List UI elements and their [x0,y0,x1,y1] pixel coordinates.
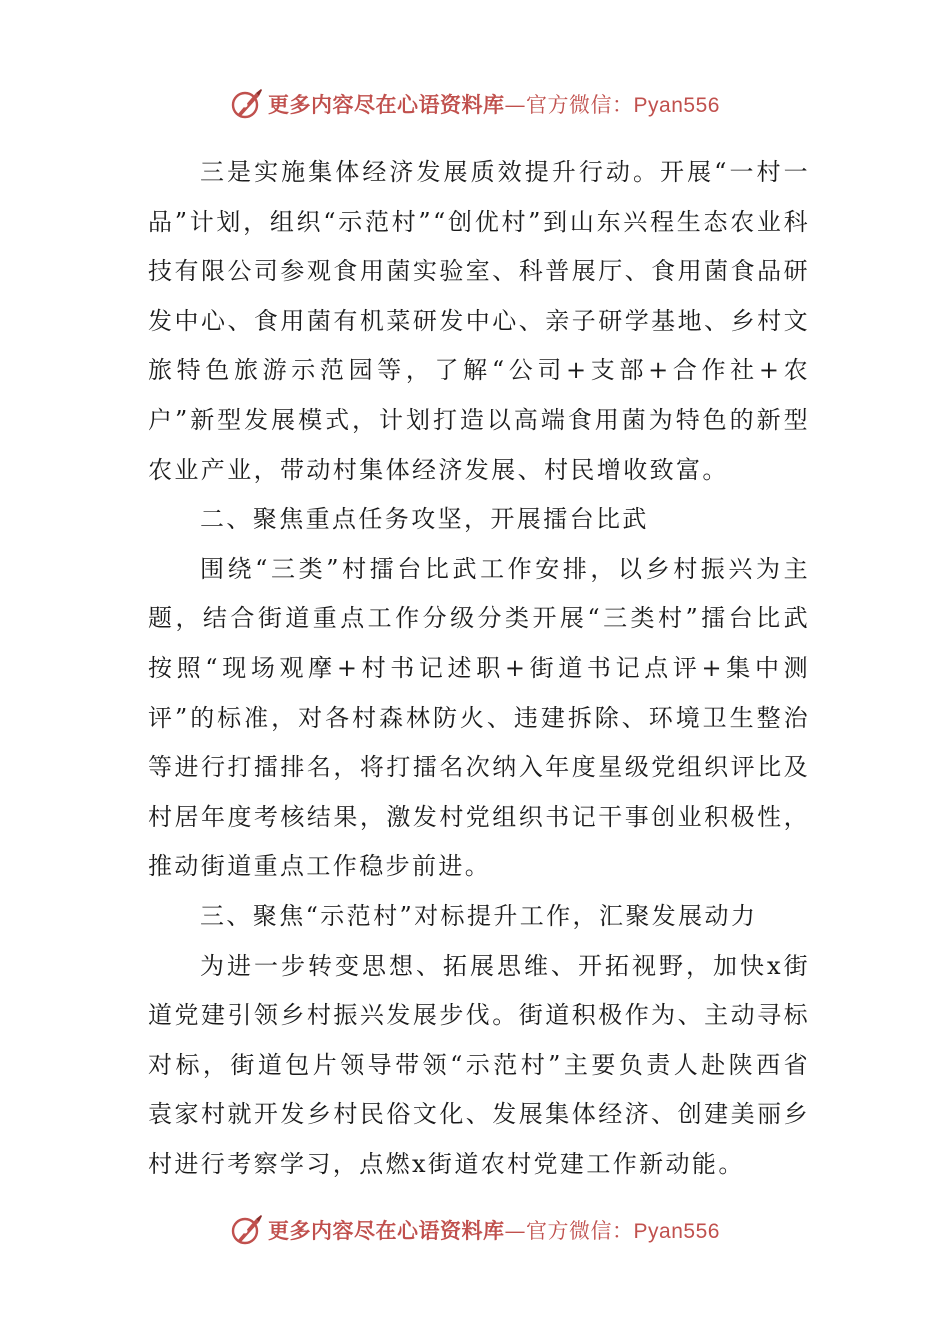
banner-text [268,89,720,119]
section-heading-2: 二、聚焦重点任务攻坚，开展擂台比武 [200,505,649,534]
banner-brand: 更多内容尽在心语资料库 [268,1218,505,1243]
banner-wechat-label: 官方微信： [526,1219,634,1243]
paragraph-2: 围绕“三类”村擂台比武工作安排，以乡村振兴为主题，结合街道重点工作分级分类开展“三类村”擂台比武按照“现场观摩+村书记述职+街道书记点评+集中测评”的标准，对各村森林防火、违建拆除、环境卫生整治等进行打擂排名，将打擂名次纳入年度星级党组织评比及村居年度考核结果，激发村党组织书记干事创业积极性，推动街道重点工作稳步前进。 [148,554,810,881]
banner-wechat-id: Pyan556 [633,94,720,117]
banner-dash: — [504,1219,527,1243]
header-banner [0,84,950,124]
pen-circle-logo-icon [230,87,264,121]
section-heading-3: 三、聚焦“示范村”对标提升工作，汇聚发展动力 [200,901,758,930]
pen-circle-logo-icon [230,1213,264,1247]
footer-banner [0,1210,950,1250]
paragraph-3: 为进一步转变思想、拓展思维、开拓视野，加快x街道党建引领乡村振兴发展步伐。街道积极作为、主动寻标对标，街道包片领导带领“示范村”主要负责人赴陕西省袁家村就开发乡村民俗文化、发展集体经济、创建美丽乡村进行考察学习，点燃x街道农村党建工作新动能。 [148,951,810,1178]
banner-dash: — [504,93,527,117]
banner-wechat-id: Pyan556 [633,1220,720,1243]
banner-brand: 更多内容尽在心语资料库 [268,92,505,117]
document-body [148,148,810,1189]
banner-wechat-label: 官方微信： [526,93,634,117]
paragraph-1: 三是实施集体经济发展质效提升行动。开展“一村一品”计划，组织“示范村”“创优村”到山东兴程生态农业科技有限公司参观食用菌实验室、科普展厅、食用菌食品研发中心、食用菌有机菜研发中心、亲子研学基地、乡村文旅特色旅游示范园等，了解“公司+支部+合作社+农户”新型发展模式，计划打造以高端食用菌为特色的新型农业产业，带动村集体经济发展、村民增收致富。 [148,158,810,484]
banner-text [268,1215,720,1245]
